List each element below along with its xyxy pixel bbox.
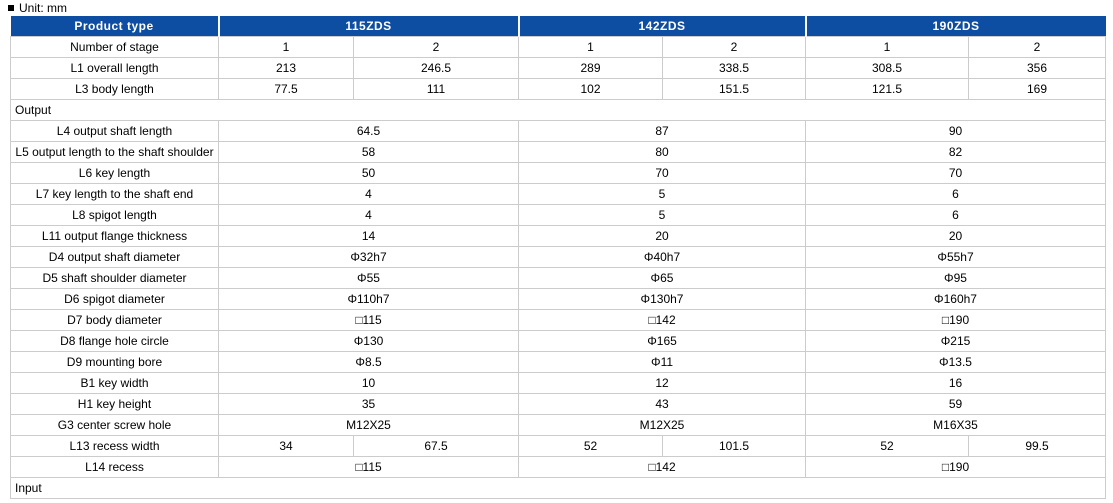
value-cell: 14 xyxy=(219,226,519,247)
value-cell: 59 xyxy=(806,394,1106,415)
table-row xyxy=(11,184,1106,205)
value-cell: 4 xyxy=(219,184,519,205)
value-cell: M16X35 xyxy=(806,415,1106,436)
value-cell: 12 xyxy=(519,373,806,394)
value-cell: □190 xyxy=(806,310,1106,331)
value-cell: □142 xyxy=(519,457,806,478)
value-cell: 101.5 xyxy=(663,436,806,457)
value-cell: 1 xyxy=(219,37,354,58)
table-row xyxy=(11,100,1106,121)
value-cell: 70 xyxy=(806,163,1106,184)
value-cell: Φ65 xyxy=(519,268,806,289)
row-label: B1 key width xyxy=(11,373,219,394)
row-label: D4 output shaft diameter xyxy=(11,247,219,268)
value-cell: 20 xyxy=(806,226,1106,247)
value-cell: 6 xyxy=(806,184,1106,205)
value-cell: 102 xyxy=(519,79,663,100)
value-cell: 289 xyxy=(519,58,663,79)
table-row xyxy=(11,121,1106,142)
value-cell: 2 xyxy=(663,37,806,58)
value-cell: □190 xyxy=(806,457,1106,478)
value-cell: M12X25 xyxy=(219,415,519,436)
row-label: L13 recess width xyxy=(11,436,219,457)
value-cell: Φ55 xyxy=(219,268,519,289)
table-row xyxy=(11,79,1106,100)
value-cell: 99.5 xyxy=(969,436,1106,457)
table-row xyxy=(11,436,1106,457)
value-cell: 5 xyxy=(519,205,806,226)
value-cell: 169 xyxy=(969,79,1106,100)
row-label: D7 body diameter xyxy=(11,310,219,331)
value-cell: 6 xyxy=(806,205,1106,226)
table-row xyxy=(11,205,1106,226)
value-cell: 1 xyxy=(519,37,663,58)
value-cell: Φ130h7 xyxy=(519,289,806,310)
value-cell: 43 xyxy=(519,394,806,415)
value-cell: 121.5 xyxy=(806,79,969,100)
row-label: L6 key length xyxy=(11,163,219,184)
row-label: H1 key height xyxy=(11,394,219,415)
value-cell: 16 xyxy=(806,373,1106,394)
table-row xyxy=(11,247,1106,268)
value-cell: 2 xyxy=(354,37,519,58)
unit-label xyxy=(0,0,1113,16)
row-label: Number of stage xyxy=(11,37,219,58)
value-cell: M12X25 xyxy=(519,415,806,436)
table-header-row xyxy=(11,16,1106,37)
value-cell: Φ32h7 xyxy=(219,247,519,268)
value-cell: Φ13.5 xyxy=(806,352,1106,373)
value-cell: Φ130 xyxy=(219,331,519,352)
table-row xyxy=(11,58,1106,79)
value-cell: 67.5 xyxy=(354,436,519,457)
table-row xyxy=(11,163,1106,184)
table-row xyxy=(11,478,1106,499)
value-cell: 64.5 xyxy=(219,121,519,142)
value-cell: 356 xyxy=(969,58,1106,79)
value-cell: 70 xyxy=(519,163,806,184)
value-cell: Φ8.5 xyxy=(219,352,519,373)
value-cell: Φ165 xyxy=(519,331,806,352)
value-cell: □115 xyxy=(219,310,519,331)
product-header-190zds: 190ZDS xyxy=(806,16,1106,37)
value-cell: 4 xyxy=(219,205,519,226)
table-row xyxy=(11,457,1106,478)
row-label: D8 flange hole circle xyxy=(11,331,219,352)
row-label: L5 output length to the shaft shoulder xyxy=(11,142,219,163)
row-label: D6 spigot diameter xyxy=(11,289,219,310)
row-label: D5 shaft shoulder diameter xyxy=(11,268,219,289)
value-cell: 58 xyxy=(219,142,519,163)
spec-table-body xyxy=(11,37,1106,499)
product-type-header: Product type xyxy=(11,16,219,37)
table-row xyxy=(11,37,1106,58)
row-label: G3 center screw hole xyxy=(11,415,219,436)
product-header-115zds: 115ZDS xyxy=(219,16,519,37)
table-row xyxy=(11,394,1106,415)
value-cell: 87 xyxy=(519,121,806,142)
row-label: L3 body length xyxy=(11,79,219,100)
value-cell: 35 xyxy=(219,394,519,415)
table-row xyxy=(11,352,1106,373)
value-cell: Φ55h7 xyxy=(806,247,1106,268)
table-row xyxy=(11,310,1106,331)
table-row xyxy=(11,226,1106,247)
value-cell: □142 xyxy=(519,310,806,331)
value-cell: 90 xyxy=(806,121,1106,142)
value-cell: 246.5 xyxy=(354,58,519,79)
value-cell: 308.5 xyxy=(806,58,969,79)
value-cell: Φ215 xyxy=(806,331,1106,352)
value-cell: 77.5 xyxy=(219,79,354,100)
value-cell: 20 xyxy=(519,226,806,247)
value-cell: 80 xyxy=(519,142,806,163)
table-row xyxy=(11,268,1106,289)
row-label: L1 overall length xyxy=(11,58,219,79)
value-cell: Φ40h7 xyxy=(519,247,806,268)
table-row xyxy=(11,415,1106,436)
value-cell: 1 xyxy=(806,37,969,58)
value-cell: Φ95 xyxy=(806,268,1106,289)
section-label: Input xyxy=(11,478,1106,499)
black-square-bullet-icon xyxy=(8,5,14,11)
value-cell: Φ11 xyxy=(519,352,806,373)
table-row xyxy=(11,289,1106,310)
row-label: L14 recess xyxy=(11,457,219,478)
row-label: L7 key length to the shaft end xyxy=(11,184,219,205)
unit-label-text: Unit: mm xyxy=(19,1,67,15)
value-cell: 34 xyxy=(219,436,354,457)
value-cell: 213 xyxy=(219,58,354,79)
value-cell: 52 xyxy=(806,436,969,457)
table-row xyxy=(11,373,1106,394)
value-cell: 151.5 xyxy=(663,79,806,100)
spec-table xyxy=(10,16,1106,499)
value-cell: 338.5 xyxy=(663,58,806,79)
value-cell: 111 xyxy=(354,79,519,100)
value-cell: 52 xyxy=(519,436,663,457)
value-cell: Φ160h7 xyxy=(806,289,1106,310)
value-cell: 82 xyxy=(806,142,1106,163)
value-cell: 2 xyxy=(969,37,1106,58)
row-label: D9 mounting bore xyxy=(11,352,219,373)
section-label: Output xyxy=(11,100,1106,121)
row-label: L8 spigot length xyxy=(11,205,219,226)
value-cell: □115 xyxy=(219,457,519,478)
table-row xyxy=(11,142,1106,163)
table-row xyxy=(11,331,1106,352)
value-cell: 10 xyxy=(219,373,519,394)
value-cell: Φ110h7 xyxy=(219,289,519,310)
value-cell: 50 xyxy=(219,163,519,184)
value-cell: 5 xyxy=(519,184,806,205)
row-label: L4 output shaft length xyxy=(11,121,219,142)
row-label: L11 output flange thickness xyxy=(11,226,219,247)
product-header-142zds: 142ZDS xyxy=(519,16,806,37)
